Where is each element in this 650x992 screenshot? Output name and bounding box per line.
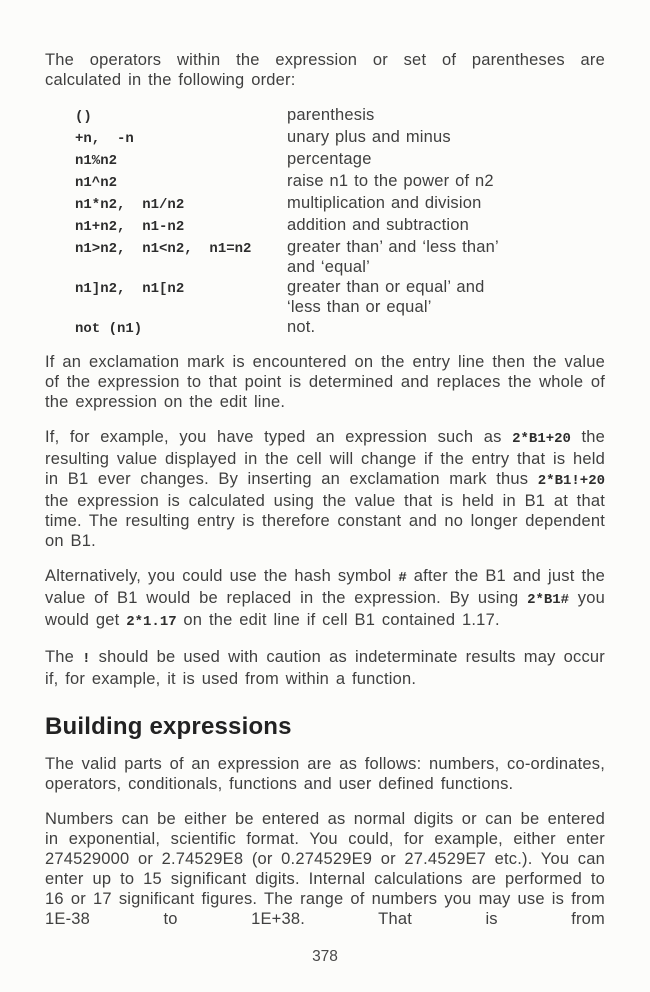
text-run: after the B1 and just the value of B1 would be replaced in the expression. By using — [45, 567, 606, 607]
operator-description: not. — [287, 318, 316, 336]
operator-syntax: n1+n2, n1-n2 — [75, 219, 185, 235]
operator-syntax: n1*n2, n1/n2 — [75, 197, 185, 213]
text-run: you would get — [45, 589, 605, 629]
operator-row — [75, 215, 605, 237]
operator-syntax: n1^n2 — [75, 175, 118, 191]
paragraph — [45, 647, 605, 689]
text-run: Alternatively, you could use the hash symbol — [45, 567, 399, 585]
text-run: should be used with caution as indeterminate results may occur if, for example, it is used from within a function. — [45, 648, 605, 688]
operator-row — [75, 317, 605, 339]
operator-syntax: +n, -n — [75, 131, 134, 147]
operator-description: raise n1 to the power of n2 — [287, 172, 494, 190]
operator-description: greater than or equal’ and ‘less than or equal’ — [287, 278, 485, 316]
operator-description: addition and subtraction — [287, 216, 470, 234]
paragraph — [45, 809, 605, 929]
operator-row — [75, 277, 605, 317]
inline-code: ! — [82, 651, 91, 667]
text-run: on the edit line if cell B1 contained 1.17. — [176, 611, 500, 629]
operator-description: unary plus and minus — [287, 128, 451, 146]
inline-code: 2*B1!+20 — [537, 473, 605, 489]
text-run: The operators within the expression or set of parentheses are calculated in the following order: — [45, 51, 605, 89]
body-section-2 — [45, 754, 605, 929]
operator-row — [75, 193, 605, 215]
section-heading: Building expressions — [45, 713, 292, 740]
page-number: 378 — [312, 948, 338, 965]
operator-row — [75, 105, 605, 127]
operator-syntax: () — [75, 109, 92, 125]
operator-description: percentage — [287, 150, 372, 168]
paragraph — [45, 566, 605, 632]
operator-row — [75, 171, 605, 193]
inline-code: 2*B1# — [527, 592, 570, 608]
operator-syntax: n1]n2, n1[n2 — [75, 281, 185, 297]
text-run: If, for example, you have typed an expression such as — [45, 428, 513, 446]
text-run: The — [45, 648, 83, 666]
text-run: the resulting value displayed in the cell will change if the entry that is held in B1 ever changes. By inserting an exclamation mark thus — [45, 428, 605, 488]
text-run: If an exclamation mark is encountered on the entry line then the value of the expression to that point is determined and replaces the whole of the expression on the edit line. — [45, 353, 605, 411]
text-run: The valid parts of an expression are as follows: numbers, co-ordinates, operators, conditionals, functions and user defined functions. — [45, 755, 605, 793]
text-run: Numbers can be either be entered as normal digits or can be entered in exponential, scientific format. You could, for example, either enter 274529000 or 2.74529E8 (or 0.274529E9 or 27.4529E7 etc.). You can enter up to 15 significant digits. Internal calculations are performed to 16 or 17 significant figures. The range of numbers you may use is from 1E-38 to 1E+38. That is from — [45, 810, 605, 928]
inline-code: 2*B1+20 — [512, 431, 571, 447]
paragraph — [45, 50, 605, 90]
paragraph — [45, 427, 605, 551]
operator-description: greater than’ and ‘less than’ and ‘equal’ — [287, 238, 499, 276]
paragraph — [45, 754, 605, 794]
paragraph — [45, 352, 605, 412]
intro-section — [45, 50, 605, 90]
inline-code: # — [398, 570, 407, 586]
operator-table — [75, 105, 605, 339]
operator-syntax: n1%n2 — [75, 153, 118, 169]
operator-row — [75, 149, 605, 171]
operator-syntax: n1>n2, n1<n2, n1=n2 — [75, 241, 252, 257]
operator-syntax: not (n1) — [75, 321, 143, 337]
text-run: the expression is calculated using the value that is held in B1 at that time. The resulting entry is therefore constant and no longer dependent on B1. — [45, 492, 605, 550]
inline-code: 2*1.17 — [126, 614, 177, 630]
operator-description: parenthesis — [287, 106, 375, 124]
operator-row — [75, 237, 605, 277]
operator-row — [75, 127, 605, 149]
body-section-1 — [45, 352, 605, 689]
operator-description: multiplication and division — [287, 194, 482, 212]
